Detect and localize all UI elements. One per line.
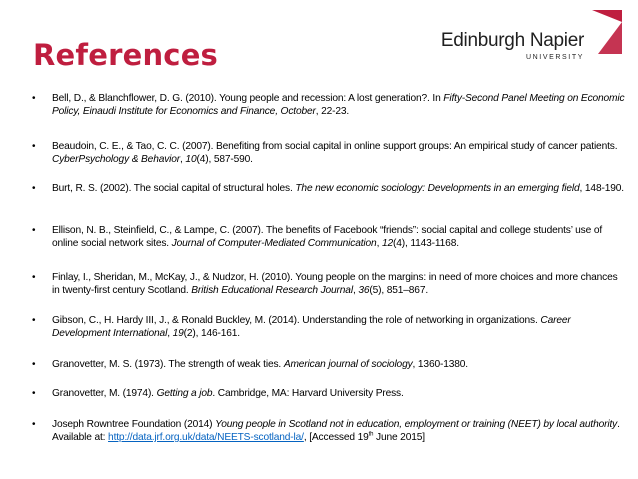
reference-text: (2), 146-161. [183,328,240,339]
reference-text: Gibson, C., H. Hardy III, J., & Ronald Buckley, M. (2014). Understanding the role of networking in organizations. [52,315,541,326]
reference-italic: Career Development International [52,315,571,339]
reference-text: Beaudoin, C. E., & Tao, C. C. (2007). Benefiting from social capital in online support groups: An empirical study of cancer patients. [52,141,618,152]
reference-text: , [Accessed 19 [303,432,369,443]
reference-text: , [376,238,382,249]
bullet-icon: • [32,419,36,430]
ordinal-suffix: th [368,431,374,438]
reference-italic: Fifty-Second Panel Meeting on Economic Policy, Einaudi Institute for Economics and Finance, October [52,93,625,117]
reference-item [32,92,627,118]
reference-italic: CyberPsychology & Behavior [52,154,181,165]
reference-text: , [180,154,186,165]
reference-text: (4), 587-590. [196,154,253,165]
reference-text: Finlay, I., Sheridan, M., McKay, J., & Nudzor, H. (2010). Young people on the margins: in need of more choices and more chances in twenty‐first century Scotland. [52,272,618,296]
reference-text: Bell, D., & Blanchflower, D. G. (2010). Young people and recession: A lost generation?. In [52,93,444,104]
bullet-icon: • [32,141,36,152]
reference-text: (4), 1143-1168. [393,238,459,249]
bullet-icon: • [32,388,36,399]
reference-item [32,224,627,250]
reference-italic: 10 [185,154,197,165]
reference-text: . Available at: [52,419,620,443]
reference-italic: American journal of sociology [283,359,413,370]
bullet-icon: • [32,225,36,236]
reference-text: , [352,285,359,296]
reference-item [32,271,627,297]
reference-text: , 1360-1380. [412,359,468,370]
reference-italic: Young people in Scotland not in education, employment or training (NEET) by local authority [215,419,618,430]
slide-title: References [33,38,219,72]
reference-text: Joseph Rowntree Foundation (2014) [52,419,216,430]
reference-item [32,182,627,195]
reference-link[interactable]: http://data.jrf.org.uk/data/NEETS-scotland-la/ [108,432,304,443]
reference-italic: 19 [172,328,184,339]
reference-italic: 12 [381,238,393,249]
logo-name: Edinburgh Napier [440,30,584,51]
reference-text: June 2015] [373,432,425,443]
reference-text: Ellison, N. B., Steinfield, C., & Lampe, C. (2007). The benefits of Facebook “friends”: social capital and college students’ use of online social network sites. [52,225,603,249]
reference-italic: 36 [358,285,370,296]
reference-italic: Journal of Computer‐Mediated Communication [171,238,377,249]
reference-italic: Getting a job [156,388,213,399]
bullet-icon: • [32,359,36,370]
reference-text: (5), 851–867. [369,285,429,296]
reference-text: , 148-190. [579,183,624,194]
reference-italic: British Educational Research Journal [191,285,353,296]
reference-item [32,314,627,340]
bullet-icon: • [32,183,36,194]
reference-text: , [167,328,173,339]
napier-mark-icon [588,8,624,56]
reference-text: , 22-23. [315,106,350,117]
reference-italic: The new economic sociology: Developments in an emerging field [295,183,580,194]
bullet-icon: • [32,93,36,104]
bullet-icon: • [32,315,36,326]
reference-text: Burt, R. S. (2002). The social capital of structural holes. [52,183,296,194]
reference-item [32,418,627,444]
reference-item [32,140,627,166]
reference-item [32,387,627,400]
university-logo [424,8,624,70]
logo-subtitle: UNIVERSITY [525,54,584,61]
reference-text: . Cambridge, MA: Harvard University Press. [212,388,404,399]
bullet-icon: • [32,272,36,283]
reference-text: Granovetter, M. S. (1973). The strength of weak ties. [52,359,284,370]
reference-text: Granovetter, M. (1974). [52,388,157,399]
reference-item [32,358,627,371]
